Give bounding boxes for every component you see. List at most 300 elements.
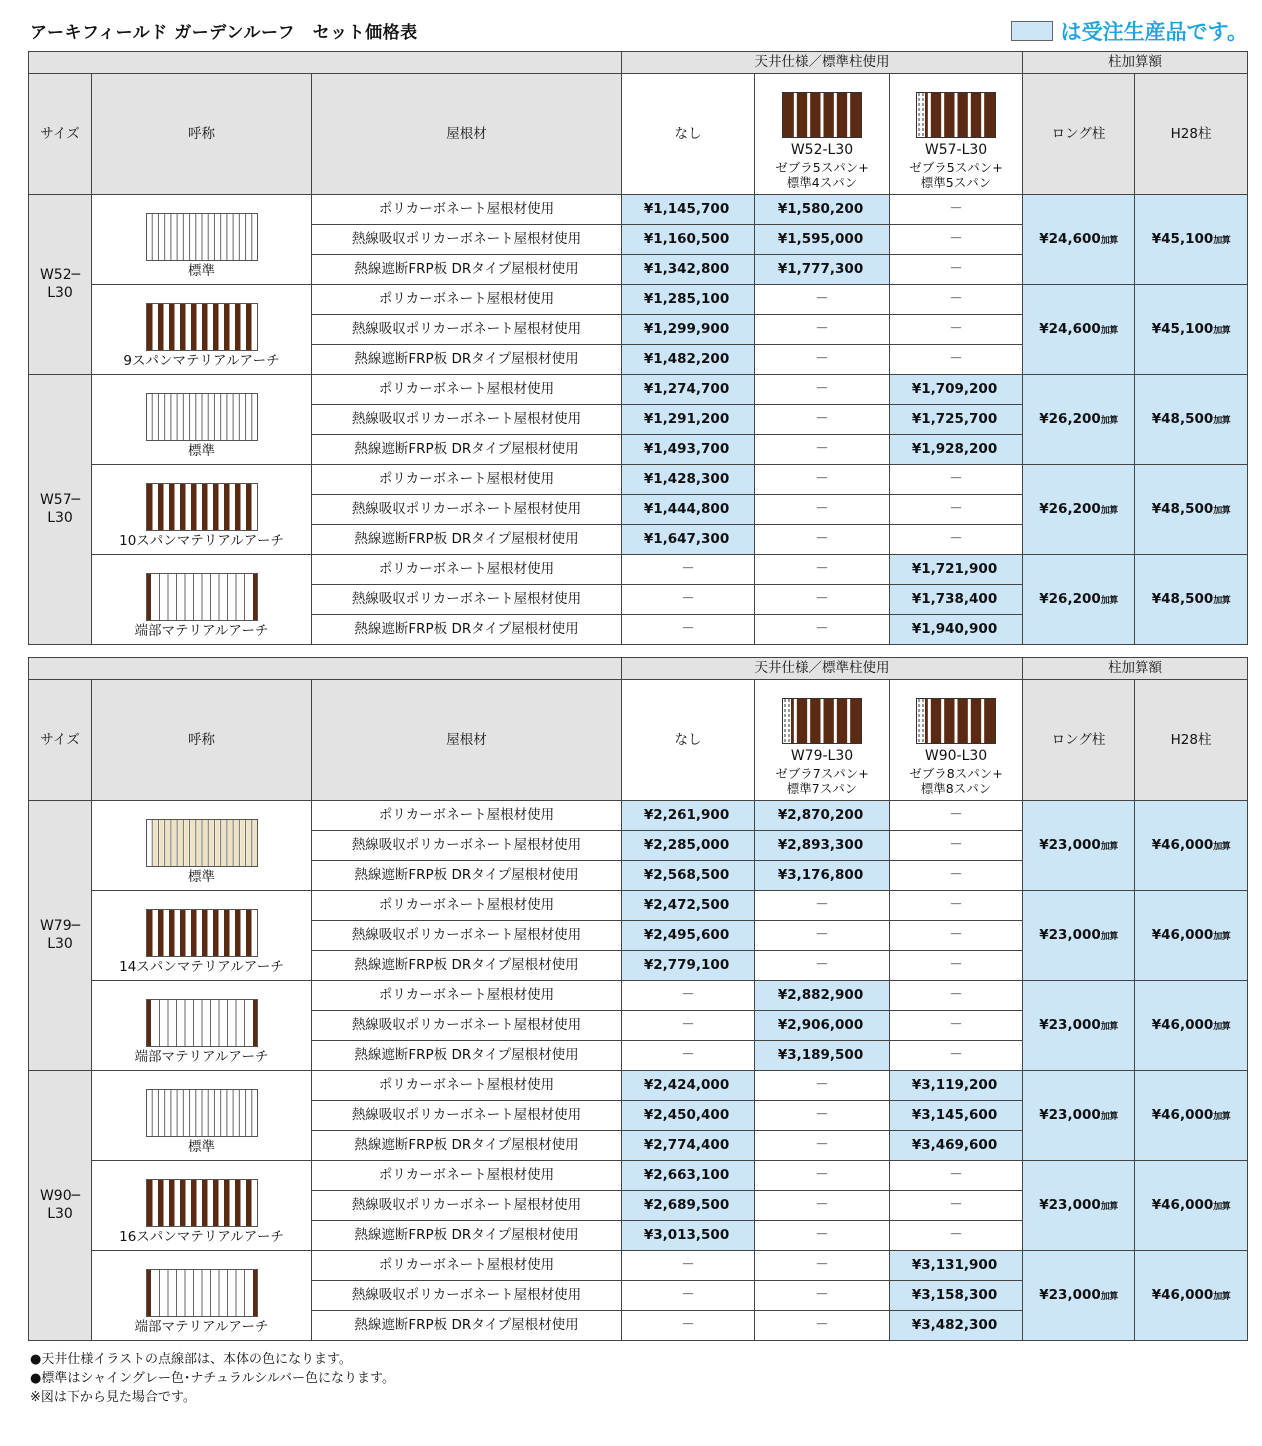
long-post-price — [1023, 981, 1135, 1071]
h28-post-price — [1135, 375, 1248, 465]
roof-type: ポリカーボネート屋根材使用 — [312, 195, 622, 225]
roof-type: ポリカーボネート屋根材使用 — [312, 891, 622, 921]
arch-illustration — [146, 573, 258, 621]
price-cell: ¥1,738,400 — [890, 585, 1023, 615]
header-blank — [29, 52, 622, 74]
price-cell: ¥1,721,900 — [890, 555, 1023, 585]
price-cell: － — [622, 1041, 755, 1071]
roof-type: ポリカーボネート屋根材使用 — [312, 801, 622, 831]
header-post-group: 柱加算額 — [1023, 52, 1248, 74]
price-cell: ¥1,940,900 — [890, 615, 1023, 645]
price-cell: － — [755, 495, 890, 525]
price-cell: ¥3,158,300 — [890, 1281, 1023, 1311]
long-post-price — [1023, 1071, 1135, 1161]
name-cell — [92, 1071, 312, 1161]
header-code: W52-L30 — [790, 142, 854, 159]
h28-post-price — [1135, 285, 1248, 375]
price-cell: － — [890, 495, 1023, 525]
price-cell: － — [622, 555, 755, 585]
price-cell: － — [890, 1011, 1023, 1041]
roof-type: ポリカーボネート屋根材使用 — [312, 555, 622, 585]
roof-type: ポリカーボネート屋根材使用 — [312, 465, 622, 495]
arch-name: 14スパンマテリアルアーチ — [119, 959, 284, 976]
post-price-value: ¥46,000 — [1151, 837, 1214, 854]
price-cell: ¥2,663,100 — [622, 1161, 755, 1191]
kasan-label: 加算 — [1213, 236, 1231, 247]
roof-type: 熱線吸収ポリカーボネート屋根材使用 — [312, 405, 622, 435]
price-cell: ¥1,482,200 — [622, 345, 755, 375]
table-row — [29, 1161, 1248, 1191]
post-price-value: ¥46,000 — [1151, 1197, 1214, 1214]
h28-post-price — [1135, 465, 1248, 555]
price-cell: － — [755, 405, 890, 435]
kasan-label: 加算 — [1213, 416, 1231, 427]
h28-post-price — [1135, 981, 1248, 1071]
size-cell — [29, 1071, 92, 1341]
price-cell: ¥1,274,700 — [622, 375, 755, 405]
price-cell: ¥1,299,900 — [622, 315, 755, 345]
price-cell: － — [890, 465, 1023, 495]
price-cell: ¥3,189,500 — [755, 1041, 890, 1071]
header-roof: 屋根材 — [312, 74, 622, 195]
h28-post-price — [1135, 1251, 1248, 1341]
size-cell — [29, 375, 92, 645]
note-line: ●天井仕様イラストの点線部は、本体の色になります。 — [30, 1352, 352, 1367]
roof-type: 熱線遮断FRP板 DRタイプ屋根材使用 — [312, 861, 622, 891]
price-cell: ¥2,893,300 — [755, 831, 890, 861]
roof-type: 熱線吸収ポリカーボネート屋根材使用 — [312, 315, 622, 345]
roof-type: ポリカーボネート屋根材使用 — [312, 285, 622, 315]
name-cell — [92, 891, 312, 981]
roof-type: 熱線吸収ポリカーボネート屋根材使用 — [312, 1281, 622, 1311]
price-cell: － — [890, 861, 1023, 891]
price-cell: － — [890, 225, 1023, 255]
header-code: W90-L30 — [924, 748, 988, 765]
price-cell: ¥2,870,200 — [755, 801, 890, 831]
header-none: なし — [622, 74, 755, 195]
size-label: L30 — [47, 935, 73, 952]
size-label: L30 — [47, 1205, 73, 1222]
h28-post-price — [1135, 1071, 1248, 1161]
roof-type: 熱線遮断FRP板 DRタイプ屋根材使用 — [312, 951, 622, 981]
kasan-label: 加算 — [1213, 1022, 1231, 1033]
post-price-value: ¥23,000 — [1039, 1197, 1101, 1214]
arch-name: 端部マテリアルアーチ — [134, 1049, 269, 1066]
header-ceiling-group: 天井仕様／標準柱使用 — [622, 52, 1023, 74]
price-cell: － — [755, 1311, 890, 1341]
price-cell: － — [622, 1281, 755, 1311]
arch-illustration — [146, 1179, 258, 1227]
post-price-value: ¥23,000 — [1039, 927, 1101, 944]
kasan-label: 加算 — [1100, 1022, 1118, 1033]
name-cell — [92, 555, 312, 645]
header-sub: 標準4スパン — [786, 175, 858, 191]
post-price-value: ¥24,600 — [1039, 321, 1101, 338]
price-cell: ¥1,777,300 — [755, 255, 890, 285]
header-sub: 標準5スパン — [920, 175, 992, 191]
arch-illustration — [146, 1089, 258, 1137]
price-cell: － — [890, 891, 1023, 921]
arch-illustration — [146, 213, 258, 261]
price-cell: － — [755, 1221, 890, 1251]
ceiling-illustration — [916, 698, 996, 744]
header-size: サイズ — [29, 74, 92, 195]
h28-post-price — [1135, 801, 1248, 891]
kasan-label: 加算 — [1100, 1202, 1118, 1213]
header-sub: ゼブラ5スパン+ — [909, 159, 1003, 175]
arch-illustration — [146, 909, 258, 957]
price-cell: ¥1,428,300 — [622, 465, 755, 495]
price-cell: － — [622, 1011, 755, 1041]
price-cell: － — [755, 1191, 890, 1221]
size-cell — [29, 801, 92, 1071]
price-cell: － — [890, 1041, 1023, 1071]
price-cell: － — [890, 951, 1023, 981]
long-post-price — [1023, 285, 1135, 375]
price-cell: ¥2,689,500 — [622, 1191, 755, 1221]
price-cell: － — [890, 1161, 1023, 1191]
kasan-label: 加算 — [1100, 1112, 1118, 1123]
post-price-value: ¥24,600 — [1039, 231, 1101, 248]
price-cell: － — [755, 525, 890, 555]
price-cell: － — [755, 1131, 890, 1161]
header-ceiling-group: 天井仕様／標準柱使用 — [622, 658, 1023, 680]
price-cell: － — [755, 1071, 890, 1101]
arch-illustration — [146, 999, 258, 1047]
post-price-value: ¥48,500 — [1151, 411, 1214, 428]
price-cell: ¥2,424,000 — [622, 1071, 755, 1101]
post-price-value: ¥23,000 — [1039, 837, 1101, 854]
post-price-value: ¥23,000 — [1039, 1287, 1101, 1304]
price-cell: ¥3,469,600 — [890, 1131, 1023, 1161]
arch-name: 標準 — [188, 263, 215, 280]
roof-type: ポリカーボネート屋根材使用 — [312, 1071, 622, 1101]
roof-type: 熱線吸収ポリカーボネート屋根材使用 — [312, 921, 622, 951]
price-cell: － — [622, 981, 755, 1011]
post-price-value: ¥23,000 — [1039, 1017, 1101, 1034]
header-sub: ゼブラ7スパン+ — [775, 765, 869, 781]
price-cell: － — [755, 921, 890, 951]
price-cell: ¥3,119,200 — [890, 1071, 1023, 1101]
price-cell: ¥2,285,000 — [622, 831, 755, 861]
price-cell: － — [890, 255, 1023, 285]
kasan-label: 加算 — [1100, 932, 1118, 943]
header-w57-l30 — [890, 74, 1023, 195]
table-row — [29, 375, 1248, 405]
price-cell: － — [890, 195, 1023, 225]
post-price-value: ¥26,200 — [1039, 591, 1101, 608]
price-cell: － — [755, 375, 890, 405]
price-cell: ¥2,774,400 — [622, 1131, 755, 1161]
long-post-price — [1023, 801, 1135, 891]
header-name: 呼称 — [92, 680, 312, 801]
name-cell — [92, 195, 312, 285]
long-post-price — [1023, 891, 1135, 981]
arch-name: 9スパンマテリアルアーチ — [123, 353, 280, 370]
price-cell: － — [755, 891, 890, 921]
price-cell: ¥2,450,400 — [622, 1101, 755, 1131]
price-cell: － — [890, 921, 1023, 951]
post-price-value: ¥26,200 — [1039, 501, 1101, 518]
kasan-label: 加算 — [1213, 842, 1231, 853]
price-cell: ¥3,482,300 — [890, 1311, 1023, 1341]
header-post-group: 柱加算額 — [1023, 658, 1248, 680]
price-cell: ¥2,568,500 — [622, 861, 755, 891]
arch-name: 端部マテリアルアーチ — [134, 623, 269, 640]
long-post-price — [1023, 195, 1135, 285]
size-label: W57─ — [39, 492, 81, 508]
table-row — [29, 891, 1248, 921]
name-cell — [92, 1161, 312, 1251]
price-table-2 — [28, 657, 1248, 1341]
size-label: W79─ — [39, 918, 81, 934]
long-post-price — [1023, 1251, 1135, 1341]
arch-name: 標準 — [188, 443, 215, 460]
price-cell: － — [890, 981, 1023, 1011]
price-cell: ¥1,493,700 — [622, 435, 755, 465]
price-cell: － — [890, 831, 1023, 861]
arch-illustration — [146, 1269, 258, 1317]
price-cell: ¥1,580,200 — [755, 195, 890, 225]
price-cell: － — [755, 555, 890, 585]
price-cell: － — [755, 285, 890, 315]
kasan-label: 加算 — [1213, 1292, 1231, 1303]
post-price-value: ¥46,000 — [1151, 1107, 1214, 1124]
ceiling-illustration — [916, 92, 996, 138]
post-price-value: ¥46,000 — [1151, 1017, 1214, 1034]
name-cell — [92, 801, 312, 891]
price-cell: － — [622, 615, 755, 645]
legend-text: は受注生産品です。 — [1060, 20, 1248, 44]
long-post-price — [1023, 465, 1135, 555]
price-cell: ¥2,906,000 — [755, 1011, 890, 1041]
header-sub: 標準8スパン — [920, 781, 992, 797]
price-cell: ¥1,342,800 — [622, 255, 755, 285]
size-label: L30 — [47, 284, 73, 301]
price-cell: － — [890, 285, 1023, 315]
arch-illustration — [146, 393, 258, 441]
kasan-label: 加算 — [1213, 506, 1231, 517]
post-price-value: ¥45,100 — [1151, 321, 1214, 338]
post-price-value: ¥23,000 — [1039, 1107, 1101, 1124]
roof-type: 熱線遮断FRP板 DRタイプ屋根材使用 — [312, 435, 622, 465]
kasan-label: 加算 — [1100, 416, 1118, 427]
price-cell: ¥1,285,100 — [622, 285, 755, 315]
roof-type: 熱線遮断FRP板 DRタイプ屋根材使用 — [312, 345, 622, 375]
header-name: 呼称 — [92, 74, 312, 195]
post-price-value: ¥46,000 — [1151, 1287, 1214, 1304]
header-long-post: ロング柱 — [1023, 680, 1135, 801]
h28-post-price — [1135, 891, 1248, 981]
table-row — [29, 981, 1248, 1011]
header-roof: 屋根材 — [312, 680, 622, 801]
h28-post-price — [1135, 1161, 1248, 1251]
table-row — [29, 1251, 1248, 1281]
kasan-label: 加算 — [1100, 596, 1118, 607]
roof-type: 熱線吸収ポリカーボネート屋根材使用 — [312, 1101, 622, 1131]
roof-type: 熱線吸収ポリカーボネート屋根材使用 — [312, 831, 622, 861]
note-line: ●標準はシャイングレー色･ナチュラルシルバー色になります。 — [30, 1371, 395, 1386]
price-cell: － — [890, 1191, 1023, 1221]
kasan-label: 加算 — [1100, 326, 1118, 337]
roof-type: 熱線遮断FRP板 DRタイプ屋根材使用 — [312, 1041, 622, 1071]
size-label: W90─ — [39, 1188, 81, 1204]
price-cell: － — [755, 1281, 890, 1311]
header-w79-l30 — [755, 680, 890, 801]
price-cell: － — [755, 465, 890, 495]
table-row — [29, 1071, 1248, 1101]
roof-type: 熱線遮断FRP板 DRタイプ屋根材使用 — [312, 1311, 622, 1341]
price-cell: ¥1,291,200 — [622, 405, 755, 435]
price-cell: ¥1,160,500 — [622, 225, 755, 255]
header-code: W79-L30 — [790, 748, 854, 765]
roof-type: 熱線遮断FRP板 DRタイプ屋根材使用 — [312, 1221, 622, 1251]
page-title: アーキフィールド ガーデンルーフ セット価格表 — [30, 23, 418, 43]
price-cell: － — [890, 1221, 1023, 1251]
roof-type: 熱線吸収ポリカーボネート屋根材使用 — [312, 585, 622, 615]
arch-illustration — [146, 483, 258, 531]
kasan-label: 加算 — [1213, 326, 1231, 337]
roof-type: 熱線遮断FRP板 DRタイプ屋根材使用 — [312, 255, 622, 285]
roof-type: 熱線吸収ポリカーボネート屋根材使用 — [312, 1191, 622, 1221]
price-cell: ¥3,145,600 — [890, 1101, 1023, 1131]
post-price-value: ¥26,200 — [1039, 411, 1101, 428]
kasan-label: 加算 — [1213, 932, 1231, 943]
kasan-label: 加算 — [1213, 596, 1231, 607]
arch-name: 端部マテリアルアーチ — [134, 1319, 269, 1336]
roof-type: ポリカーボネート屋根材使用 — [312, 981, 622, 1011]
size-cell — [29, 195, 92, 375]
price-cell: － — [755, 435, 890, 465]
price-cell: － — [890, 525, 1023, 555]
kasan-label: 加算 — [1100, 236, 1118, 247]
price-table-1 — [28, 51, 1248, 645]
roof-type: ポリカーボネート屋根材使用 — [312, 375, 622, 405]
price-cell: ¥1,928,200 — [890, 435, 1023, 465]
name-cell — [92, 465, 312, 555]
table-row — [29, 465, 1248, 495]
price-cell: － — [890, 315, 1023, 345]
price-cell: － — [755, 315, 890, 345]
price-cell: － — [755, 585, 890, 615]
legend — [1011, 16, 1248, 46]
header-sub: 標準7スパン — [786, 781, 858, 797]
table-row — [29, 195, 1248, 225]
ceiling-illustration — [782, 698, 862, 744]
price-cell: ¥2,261,900 — [622, 801, 755, 831]
ceiling-illustration — [782, 92, 862, 138]
long-post-price — [1023, 375, 1135, 465]
header-size: サイズ — [29, 680, 92, 801]
price-cell: ¥3,176,800 — [755, 861, 890, 891]
roof-type: 熱線遮断FRP板 DRタイプ屋根材使用 — [312, 615, 622, 645]
arch-name: 標準 — [188, 1139, 215, 1156]
arch-name: 10スパンマテリアルアーチ — [119, 533, 284, 550]
price-cell: ¥1,647,300 — [622, 525, 755, 555]
size-label: W52─ — [39, 267, 81, 283]
name-cell — [92, 1251, 312, 1341]
price-cell: － — [622, 1311, 755, 1341]
price-cell: － — [622, 1251, 755, 1281]
table-row — [29, 801, 1248, 831]
roof-type: ポリカーボネート屋根材使用 — [312, 1251, 622, 1281]
price-cell: ¥1,595,000 — [755, 225, 890, 255]
roof-type: 熱線吸収ポリカーボネート屋根材使用 — [312, 225, 622, 255]
name-cell — [92, 981, 312, 1071]
price-cell: ¥2,495,600 — [622, 921, 755, 951]
price-cell: ¥1,725,700 — [890, 405, 1023, 435]
header-blank — [29, 658, 622, 680]
price-cell: ¥3,131,900 — [890, 1251, 1023, 1281]
kasan-label: 加算 — [1100, 1292, 1118, 1303]
h28-post-price — [1135, 195, 1248, 285]
long-post-price — [1023, 555, 1135, 645]
size-label: L30 — [47, 509, 73, 526]
post-price-value: ¥48,500 — [1151, 501, 1214, 518]
price-cell: － — [622, 585, 755, 615]
arch-name: 標準 — [188, 869, 215, 886]
roof-type: 熱線遮断FRP板 DRタイプ屋根材使用 — [312, 1131, 622, 1161]
h28-post-price — [1135, 555, 1248, 645]
price-cell: － — [755, 345, 890, 375]
price-cell: － — [755, 951, 890, 981]
price-cell: ¥2,779,100 — [622, 951, 755, 981]
long-post-price — [1023, 1161, 1135, 1251]
price-cell: － — [755, 615, 890, 645]
price-cell: － — [890, 801, 1023, 831]
price-cell: ¥3,013,500 — [622, 1221, 755, 1251]
price-cell: ¥1,145,700 — [622, 195, 755, 225]
roof-type: 熱線遮断FRP板 DRタイプ屋根材使用 — [312, 525, 622, 555]
notes — [30, 1350, 395, 1407]
header-sub: ゼブラ8スパン+ — [909, 765, 1003, 781]
header-h28-post: H28柱 — [1135, 680, 1248, 801]
roof-type: 熱線吸収ポリカーボネート屋根材使用 — [312, 495, 622, 525]
legend-swatch — [1011, 21, 1053, 41]
name-cell — [92, 285, 312, 375]
kasan-label: 加算 — [1100, 506, 1118, 517]
table-row — [29, 555, 1248, 585]
header-w90-l30 — [890, 680, 1023, 801]
header-w52-l30 — [755, 74, 890, 195]
post-price-value: ¥46,000 — [1151, 927, 1214, 944]
price-cell: － — [890, 345, 1023, 375]
price-cell: － — [755, 1101, 890, 1131]
kasan-label: 加算 — [1100, 842, 1118, 853]
arch-name: 16スパンマテリアルアーチ — [119, 1229, 284, 1246]
post-price-value: ¥48,500 — [1151, 591, 1214, 608]
price-cell: ¥1,444,800 — [622, 495, 755, 525]
kasan-label: 加算 — [1213, 1202, 1231, 1213]
price-cell: ¥1,709,200 — [890, 375, 1023, 405]
header-none: なし — [622, 680, 755, 801]
roof-type: ポリカーボネート屋根材使用 — [312, 1161, 622, 1191]
price-cell: ¥2,882,900 — [755, 981, 890, 1011]
header-long-post: ロング柱 — [1023, 74, 1135, 195]
kasan-label: 加算 — [1213, 1112, 1231, 1123]
price-cell: － — [755, 1161, 890, 1191]
price-cell: － — [755, 1251, 890, 1281]
price-cell: ¥2,472,500 — [622, 891, 755, 921]
note-line: ※図は下から見た場合です。 — [30, 1390, 196, 1405]
roof-type: 熱線吸収ポリカーボネート屋根材使用 — [312, 1011, 622, 1041]
header-sub: ゼブラ5スパン+ — [775, 159, 869, 175]
arch-illustration — [146, 303, 258, 351]
arch-illustration — [146, 819, 258, 867]
header-code: W57-L30 — [924, 142, 988, 159]
name-cell — [92, 375, 312, 465]
header-h28-post: H28柱 — [1135, 74, 1248, 195]
